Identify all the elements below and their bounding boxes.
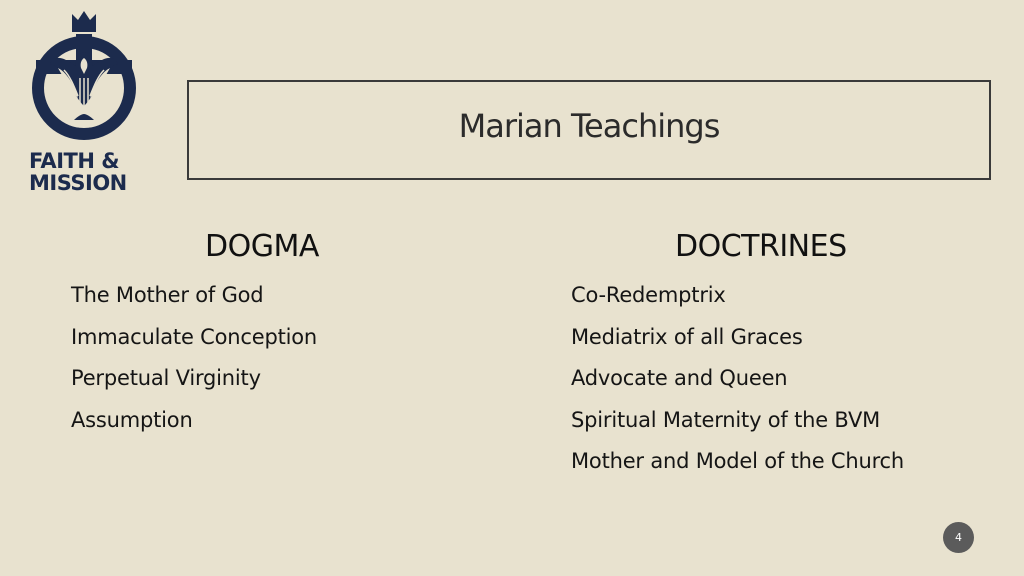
faith-mission-logo [22, 8, 152, 193]
logo-line-1: FAITH & [29, 149, 120, 173]
slide-title: Marian Teachings [458, 107, 720, 145]
list-item: Advocate and Queen [571, 366, 788, 390]
list-item: Spiritual Maternity of the BVM [571, 407, 881, 432]
list-item: Co-Redemptrix [571, 283, 726, 307]
list-item: Mediatrix of all Graces [571, 324, 803, 349]
doctrines-list [571, 275, 904, 483]
list-item: Assumption [71, 407, 193, 432]
page-number-badge: 4 [943, 522, 974, 553]
list-item: Mother and Model of the Church [571, 449, 905, 473]
doctrines-heading: DOCTRINES [675, 229, 847, 264]
logo-wordmark [29, 150, 127, 194]
title-box [187, 80, 991, 180]
logo-line-2: MISSION [29, 171, 127, 195]
list-item: The Mother of God [71, 283, 264, 307]
dogma-heading: DOGMA [205, 229, 319, 264]
crowned-dove-icon [28, 8, 140, 140]
list-item: Perpetual Virginity [71, 366, 261, 390]
dogma-list [71, 275, 317, 441]
list-item: Immaculate Conception [71, 324, 318, 349]
